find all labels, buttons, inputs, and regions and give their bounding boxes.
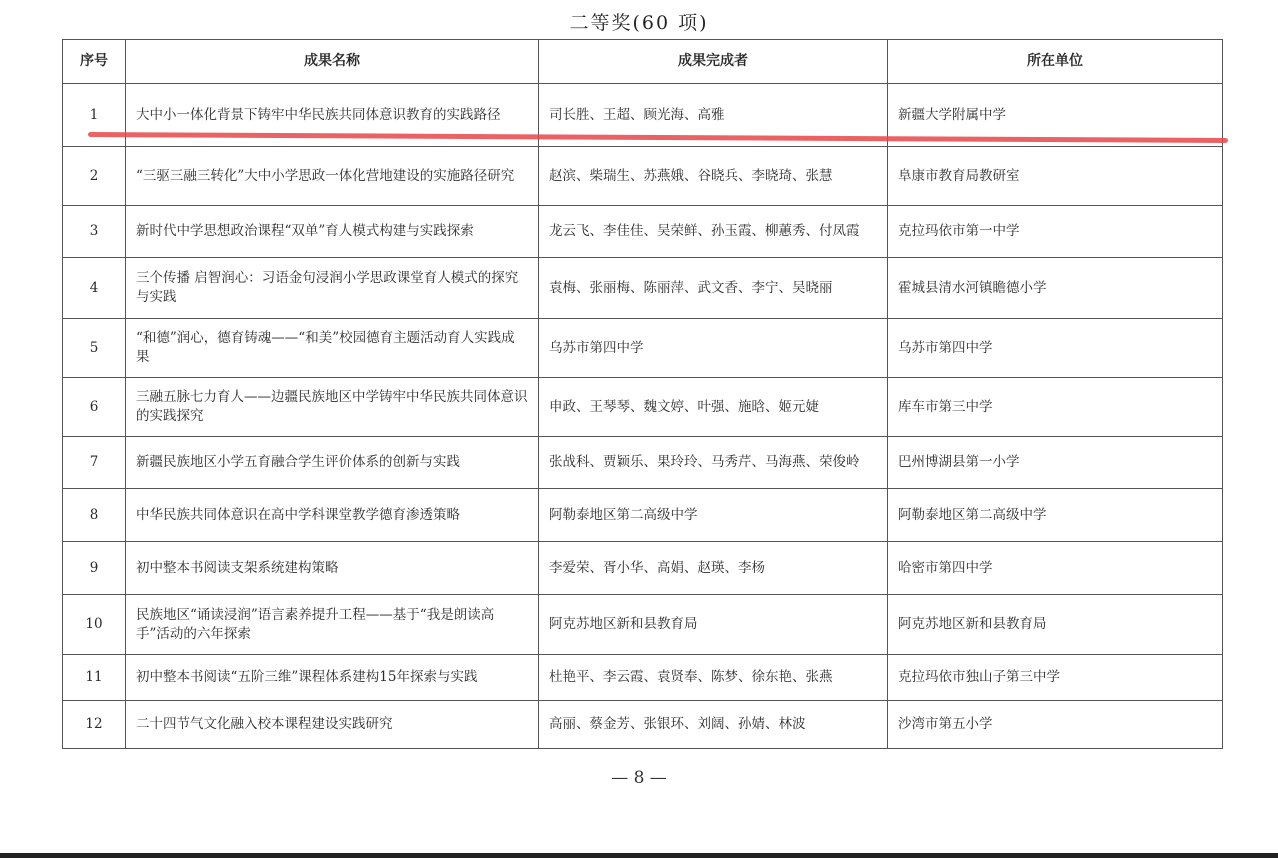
row-authors: 申政、王琴琴、魏文婷、叶强、施晗、姬元婕 bbox=[539, 378, 888, 437]
row-name: 三个传播 启智润心：习语金句浸润小学思政课堂育人模式的探究与实践 bbox=[126, 258, 539, 319]
row-unit: 霍城县清水河镇瞻德小学 bbox=[888, 258, 1223, 319]
row-unit: 巴州博湖县第一小学 bbox=[888, 437, 1223, 489]
row-name: 民族地区“诵读浸润”语言素养提升工程——基于“我是朗读高手”活动的六年探索 bbox=[126, 595, 539, 655]
row-authors: 高丽、蔡金芳、张银环、刘阔、孙婧、林波 bbox=[539, 701, 888, 749]
row-name: 初中整本书阅读支架系统建构策略 bbox=[126, 542, 539, 595]
row-authors: 杜艳平、李云霞、袁贤奉、陈梦、徐东艳、张燕 bbox=[539, 655, 888, 701]
row-unit: 哈密市第四中学 bbox=[888, 542, 1223, 595]
row-unit: 乌苏市第四中学 bbox=[888, 319, 1223, 378]
row-seq: 4 bbox=[63, 258, 126, 319]
row-seq: 10 bbox=[63, 595, 126, 655]
row-seq: 2 bbox=[63, 147, 126, 206]
row-authors: 袁梅、张丽梅、陈丽萍、武文香、李宁、吴晓丽 bbox=[539, 258, 888, 319]
row-name: 新时代中学思想政治课程“双单”育人模式构建与实践探索 bbox=[126, 206, 539, 258]
row-unit: 阜康市教育局教研室 bbox=[888, 147, 1223, 206]
row-seq: 1 bbox=[63, 84, 126, 147]
header-authors: 成果完成者 bbox=[539, 40, 888, 84]
header-unit: 所在单位 bbox=[888, 40, 1223, 84]
row-name: “三驱三融三转化”大中小学思政一体化营地建设的实施路径研究 bbox=[126, 147, 539, 206]
row-unit: 新疆大学附属中学 bbox=[888, 84, 1223, 147]
row-name: 中华民族共同体意识在高中学科课堂教学德育渗透策略 bbox=[126, 489, 539, 542]
bottom-edge-bar bbox=[0, 853, 1278, 858]
table-row bbox=[63, 378, 1223, 437]
row-authors: 阿勒泰地区第二高级中学 bbox=[539, 489, 888, 542]
page-title: 二等奖(60 项) bbox=[569, 12, 709, 34]
row-unit: 克拉玛依市第一中学 bbox=[888, 206, 1223, 258]
row-name: 三融五脉七力育人——边疆民族地区中学铸牢中华民族共同体意识的实践探究 bbox=[126, 378, 539, 437]
table-row bbox=[63, 655, 1223, 701]
table-header-row bbox=[63, 40, 1223, 84]
row-authors: 乌苏市第四中学 bbox=[539, 319, 888, 378]
row-authors: 赵滨、柴瑞生、苏燕娥、谷晓兵、李晓琦、张慧 bbox=[539, 147, 888, 206]
row-unit: 沙湾市第五小学 bbox=[888, 701, 1223, 749]
row-unit: 克拉玛依市独山子第三中学 bbox=[888, 655, 1223, 701]
row-name: 初中整本书阅读“五阶三维”课程体系建构15年探索与实践 bbox=[126, 655, 539, 701]
row-unit: 阿勒泰地区第二高级中学 bbox=[888, 489, 1223, 542]
row-authors: 司长胜、王超、顾光海、高雅 bbox=[539, 84, 888, 147]
row-seq: 6 bbox=[63, 378, 126, 437]
row-name: 大中小一体化背景下铸牢中华民族共同体意识教育的实践路径 bbox=[126, 84, 539, 147]
table-row bbox=[63, 595, 1223, 655]
row-seq: 12 bbox=[63, 701, 126, 749]
row-name: 二十四节气文化融入校本课程建设实践研究 bbox=[126, 701, 539, 749]
row-seq: 9 bbox=[63, 542, 126, 595]
table-row bbox=[63, 319, 1223, 378]
header-name: 成果名称 bbox=[126, 40, 539, 84]
awards-table bbox=[62, 39, 1223, 749]
table-row bbox=[63, 258, 1223, 319]
row-unit: 库车市第三中学 bbox=[888, 378, 1223, 437]
table-row bbox=[63, 701, 1223, 749]
row-seq: 3 bbox=[63, 206, 126, 258]
row-authors: 阿克苏地区新和县教育局 bbox=[539, 595, 888, 655]
table-row bbox=[63, 147, 1223, 206]
row-name: “和德”润心，德育铸魂——“和美”校园德育主题活动育人实践成果 bbox=[126, 319, 539, 378]
page-number: — 8 — bbox=[611, 768, 667, 788]
row-authors: 龙云飞、李佳佳、吴荣鲜、孙玉霞、柳蕙秀、付凤霞 bbox=[539, 206, 888, 258]
row-seq: 11 bbox=[63, 655, 126, 701]
row-unit: 阿克苏地区新和县教育局 bbox=[888, 595, 1223, 655]
row-authors: 张战科、贾颖乐、果玲玲、马秀芹、马海燕、荣俊岭 bbox=[539, 437, 888, 489]
table-row bbox=[63, 437, 1223, 489]
table-row bbox=[63, 542, 1223, 595]
table-row bbox=[63, 489, 1223, 542]
row-seq: 7 bbox=[63, 437, 126, 489]
row-authors: 李爱荣、胥小华、高娟、赵瑛、李杨 bbox=[539, 542, 888, 595]
table-row bbox=[63, 206, 1223, 258]
row-seq: 8 bbox=[63, 489, 126, 542]
header-seq: 序号 bbox=[63, 40, 126, 84]
row-name: 新疆民族地区小学五育融合学生评价体系的创新与实践 bbox=[126, 437, 539, 489]
row-seq: 5 bbox=[63, 319, 126, 378]
